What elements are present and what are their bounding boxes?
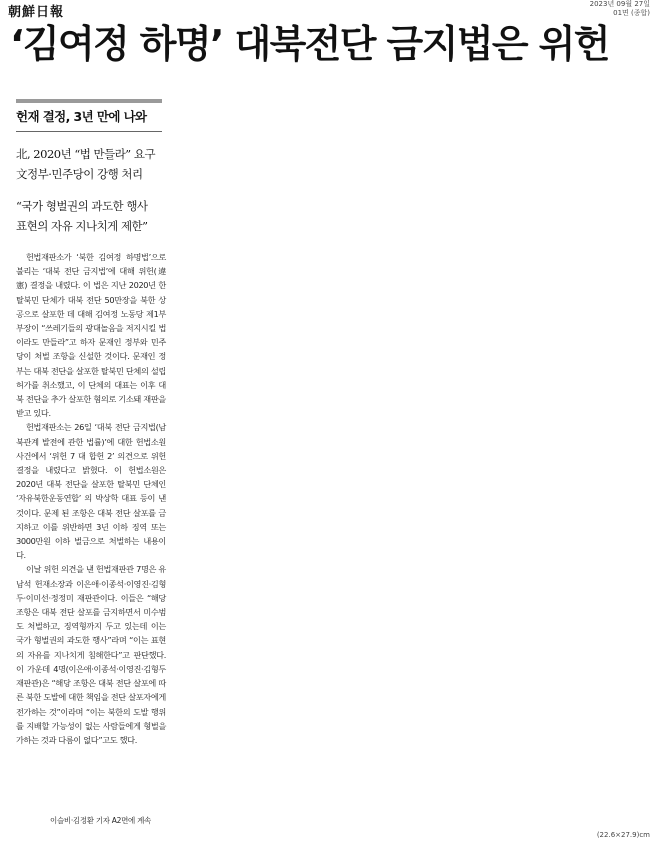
- subhead-block: [16, 99, 162, 132]
- byline: 이슬비·김정환 기자 A2면에 계속: [50, 816, 151, 825]
- newspaper-masthead: 朝鮮日報: [8, 5, 65, 20]
- publication-date: 2023년 09월 27일: [589, 0, 650, 8]
- dateline: [590, 0, 650, 18]
- page-section: 01면 (종합): [613, 9, 650, 17]
- main-headline: ‘김여정 하명’ 대북전단 금지법은 위헌: [10, 22, 609, 66]
- subhead-line: 北, 2020년 “법 만들라” 요구: [16, 147, 156, 161]
- subhead-line: 표현의 자유 지나치게 제한”: [16, 219, 148, 233]
- article-paragraph: 헌법재판소는 26일 ‘대북 전단 금지법(남북관계 발전에 관한 법률)’에 대한 헌법소원 사건에서 ‘위헌 7 대 합헌 2’ 의견으로 위헌 결정을 내렸다고 밝혔다. 이 헌법소원은 2020년 대북 전단을 살포한 탈북민 단체인 ‘자유북한운동연합’ 의 박상학 대표 등이 낸 것이다. 문제 된 조항은 대북 전단 살포를 금지하고 이를 위반하면 3년 이하 징역 또는 3000만원 이하 벌금으로 처벌하는 내용이다.: [16, 422, 166, 561]
- top-rule: [16, 99, 162, 103]
- subhead-line: “국가 형벌권의 과도한 행사: [16, 199, 148, 213]
- article-body: [16, 250, 166, 747]
- kicker-subhead: 헌재 결정, 3년 만에 나와: [16, 109, 147, 124]
- article-paragraph: 헌법재판소가 ‘북한 김여정 하명법’으로 불리는 ‘대북 전단 금지법’에 대해 위헌(違憲) 결정을 내렸다. 이 법은 지난 2020년 한 탈북민 단체가 대북 전단 50만장을 북한 상공으로 살포한 데 대해 김여정 노동당 제1부부장이 “쓰레기들의 광대놀음을 저지시킬 법이라도 만들라”고 하자 문재인 정부와 민주당이 처벌 조항을 신설한 것이다. 문재인 정부는 대북 전단을 살포한 탈북민 단체의 설립 허가를 취소했고, 이 단체의 대표는 이후 대북 전단을 추가 살포한 혐의로 기소돼 재판을 받고 있다.: [16, 252, 166, 419]
- article-paragraph: 이날 위헌 의견을 낸 헌법재판관 7명은 유남석 헌재소장과 이은애·이종석·이영진·김형두·이미선·정정미 재판관이다. 이들은 “해당 조항은 대북 전단 살포를 금지하면서 미수범도 처벌하고, 징역형까지 두고 있는데 이는 국가 형벌권의 과도한 행사”라며 “이는 표현의 자유를 지나치게 침해한다”고 판단했다. 이 가운데 4명(이은애·이종석·이영진·김형두 재판관)은 “해당 조항은 대북 전단 살포에 따른 북한 도발에 대한 책임을 전단 살포자에게 전가하는 것”이라며 “이는 북한의 도발 행위를 지배할 가능성이 없는 사람들에게 형벌을 가하는 것과 다름이 없다”고도 했다.: [16, 564, 166, 745]
- subhead-line: 文정부·민주당이 강행 처리: [16, 167, 143, 181]
- divider: [16, 131, 162, 132]
- page-size-note: (22.6×27.9)cm: [596, 831, 650, 839]
- top-bar: [8, 0, 650, 20]
- subhead-lines: [16, 144, 186, 236]
